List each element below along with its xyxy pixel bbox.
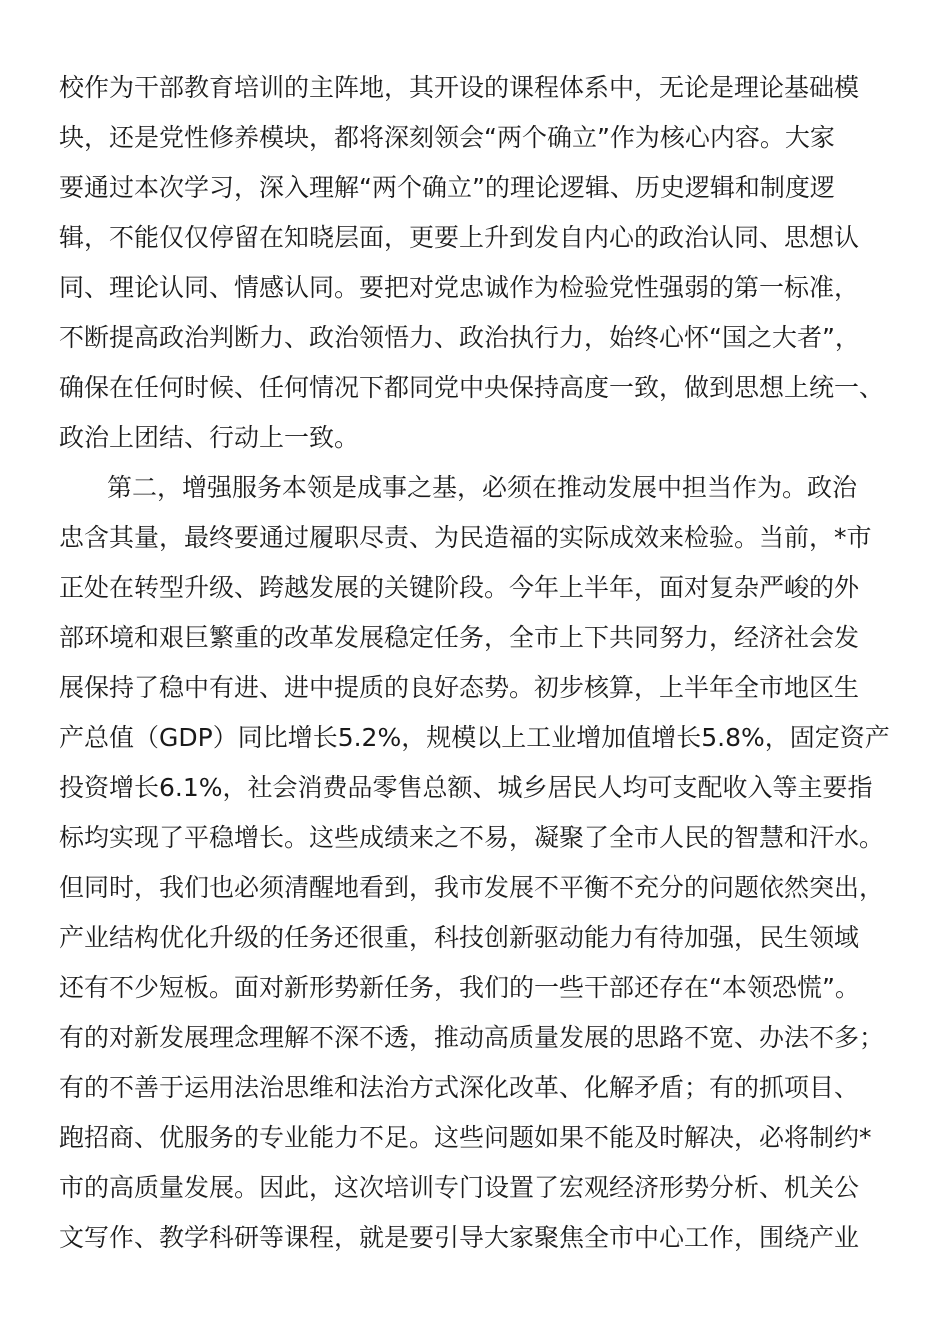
paragraph-line: 政治上团结、行动上一致。 [59, 423, 360, 452]
paragraph-line: 市的高质量发展。因此，这次培训专门设置了宏观经济形势分析、机关公 [59, 1173, 860, 1202]
paragraph-line: 确保在任何时候、任何情况下都同党中央保持高度一致，做到思想上统一、 [59, 373, 885, 402]
paragraph-line: 展保持了稳中有进、进中提质的良好态势。初步核算，上半年全市地区生 [59, 673, 860, 702]
paragraph-line: 标均实现了平稳增长。这些成绩来之不易，凝聚了全市人民的智慧和汗水。 [59, 823, 885, 852]
paragraph-line: 有的对新发展理念理解不深不透，推动高质量发展的思路不宽、办法不多； [59, 1023, 885, 1052]
paragraph-line: 文写作、教学科研等课程，就是要引导大家聚焦全市中心工作，围绕产业 [59, 1223, 860, 1252]
paragraph-line: 块，还是党性修养模块，都将深刻领会“两个确立”作为核心内容。大家 [59, 123, 835, 152]
paragraph-line: 产业结构优化升级的任务还很重，科技创新驱动能力有待加强，民生领域 [59, 923, 860, 952]
paragraph-line: 要通过本次学习，深入理解“两个确立”的理论逻辑、历史逻辑和制度逻 [59, 173, 835, 202]
paragraph-line: 校作为干部教育培训的主阵地，其开设的课程体系中，无论是理论基础模 [59, 73, 860, 102]
paragraph-line: 投资增长6.1%，社会消费品零售总额、城乡居民人均可支配收入等主要指 [59, 773, 873, 802]
paragraph-line: 不断提高政治判断力、政治领悟力、政治执行力，始终心怀“国之大者”， [59, 323, 860, 352]
paragraph-line: 忠含其量，最终要通过履职尽责、为民造福的实际成效来检验。当前，*市 [59, 523, 872, 552]
paragraph-line: 还有不少短板。面对新形势新任务，我们的一些干部还存在“本领恐慌”。 [59, 973, 860, 1002]
paragraph-first-line: 第二，增强服务本领是成事之基，必须在推动发展中担当作为。政治 [107, 473, 858, 502]
paragraph-line: 跑招商、优服务的专业能力不足。这些问题如果不能及时解决，必将制约* [59, 1123, 872, 1152]
paragraph-line: 辑，不能仅仅停留在知晓层面，更要上升到发自内心的政治认同、思想认 [59, 223, 860, 252]
paragraph-line: 产总值（GDP）同比增长5.2%，规模以上工业增加值增长5.8%，固定资产 [59, 723, 890, 752]
paragraph-line: 同、理论认同、情感认同。要把对党忠诚作为检验党性强弱的第一标准， [59, 273, 860, 302]
paragraph-line: 有的不善于运用法治思维和法治方式深化改革、化解矛盾；有的抓项目、 [59, 1073, 860, 1102]
paragraph-line: 但同时，我们也必须清醒地看到，我市发展不平衡不充分的问题依然突出， [59, 873, 885, 902]
paragraph-line: 正处在转型升级、跨越发展的关键阶段。今年上半年，面对复杂严峻的外 [59, 573, 860, 602]
paragraph-line: 部环境和艰巨繁重的改革发展稳定任务，全市上下共同努力，经济社会发 [59, 623, 860, 652]
